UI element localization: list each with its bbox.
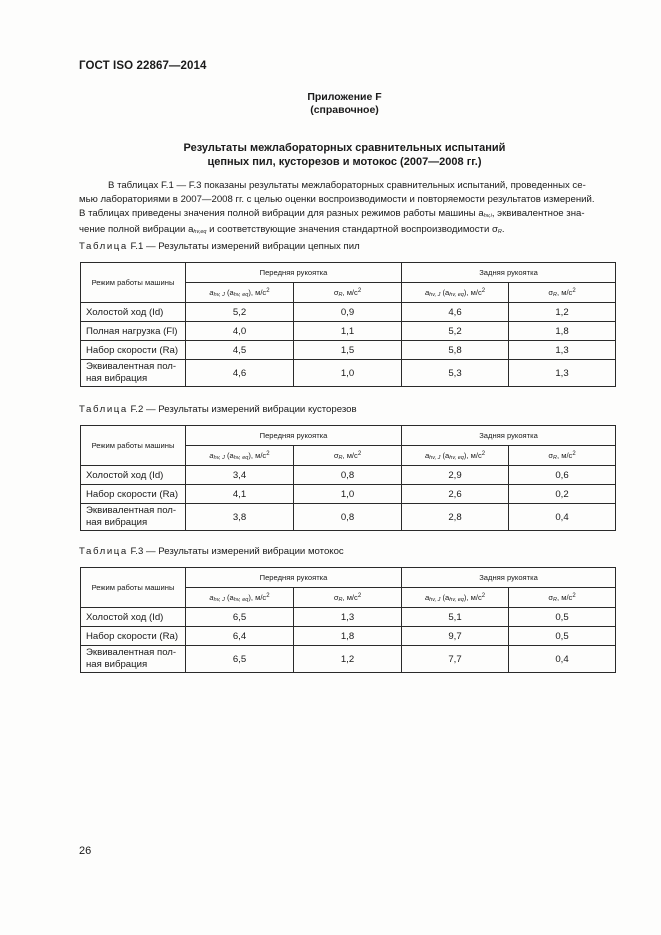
rear-sigma-header: σR, $м/с^2$ <box>509 446 616 466</box>
annex-title: Приложение F <box>307 91 382 103</box>
front-a-header: ahv, J (ahv, eq), $м/с^2$ <box>186 283 294 303</box>
rear-a-header: ahv, J (ahv, eq), $м/с^2$ <box>402 446 509 466</box>
table-row: Набор скорости (Ra) 6,4 1,8 9,7 0,5 <box>81 627 616 646</box>
rear-handle-header: Задняя рукоятка <box>402 263 616 283</box>
table-row: Холостой ход (Id) 5,2 0,9 4,6 1,2 <box>81 303 616 322</box>
intro-line: В таблицах F.1 — F.3 показаны результаты межлабораторных сравнительных испытаний, проведенных се- <box>108 180 586 191</box>
page-number: 26 <box>79 845 92 857</box>
intro-line: чение полной вибрации ahv,eq и соответствующие значения стандартной воспроизводимости σR. <box>79 224 505 235</box>
results-table-f1 <box>80 262 616 387</box>
front-handle-header: Передняя рукоятка <box>186 568 402 588</box>
table-row: Набор скорости (Ra) 4,1 1,0 2,6 0,2 <box>81 485 616 504</box>
intro-line: В таблицах приведены значения полной вибрации для разных режимов работы машины ahv,i, эквивалентное зна- <box>79 208 585 219</box>
front-handle-header: Передняя рукоятка <box>186 426 402 446</box>
rear-handle-header: Задняя рукоятка <box>402 568 616 588</box>
table-caption: Таблица F.3 — Результаты измерений вибрации мотокос <box>79 546 344 557</box>
table-caption: Таблица F.1 — Результаты измерений вибрации цепных пил <box>79 241 360 252</box>
table-caption: Таблица F.2 — Результаты измерений вибрации кусторезов <box>79 404 357 415</box>
mode-header: Режим работы машины <box>81 568 186 608</box>
table-row: Холостой ход (Id) 3,4 0,8 2,9 0,6 <box>81 466 616 485</box>
front-a-header: ahv, J (ahv, eq), $м/с^2$ <box>186 588 294 608</box>
section-title-line1: Результаты межлабораторных сравнительных испытаний <box>183 142 506 154</box>
intro-line: мью лабораториями в 2007—2008 гг. с целью оценки воспроизводимости и повторяемости результатов измерений. <box>79 194 595 205</box>
mode-header: Режим работы машины <box>81 263 186 303</box>
annex-type: (справочное) <box>310 104 379 116</box>
section-title-line2: цепных пил, кусторезов и мотокос (2007—2008 гг.) <box>207 156 482 168</box>
front-sigma-header: σR, $м/с^2$ <box>294 446 402 466</box>
table-row: Полная нагрузка (Fl) 4,0 1,1 5,2 1,8 <box>81 322 616 341</box>
mode-header: Режим работы машины <box>81 426 186 466</box>
rear-sigma-header: σR, $м/с^2$ <box>509 588 616 608</box>
table-row: Набор скорости (Ra) 4,5 1,5 5,8 1,3 <box>81 341 616 360</box>
table-row-equivalent: Эквивалентная пол- ная вибрация 3,8 0,8 2,8 0,4 <box>81 504 616 531</box>
table-row-equivalent: Эквивалентная пол- ная вибрация 6,5 1,2 7,7 0,4 <box>81 646 616 673</box>
results-table-f3 <box>80 567 616 673</box>
intro-paragraph <box>79 179 619 239</box>
rear-handle-header: Задняя рукоятка <box>402 426 616 446</box>
front-a-header: ahv, J (ahv, eq), $м/с^2$ <box>186 446 294 466</box>
standard-header: ГОСТ ISO 22867—2014 <box>79 60 207 72</box>
rear-a-header: ahv, J (ahv, eq), $м/с^2$ <box>402 283 509 303</box>
front-handle-header: Передняя рукоятка <box>186 263 402 283</box>
table-row: Холостой ход (Id) 6,5 1,3 5,1 0,5 <box>81 608 616 627</box>
table-row-equivalent: Эквивалентная пол- ная вибрация 4,6 1,0 5,3 1,3 <box>81 360 616 387</box>
rear-a-header: ahv, J (ahv, eq), $м/с^2$ <box>402 588 509 608</box>
rear-sigma-header: σR, $м/с^2$ <box>509 283 616 303</box>
front-sigma-header: σR, $м/с^2$ <box>294 283 402 303</box>
results-table-f2 <box>80 425 616 531</box>
front-sigma-header: σR, $м/с^2$ <box>294 588 402 608</box>
